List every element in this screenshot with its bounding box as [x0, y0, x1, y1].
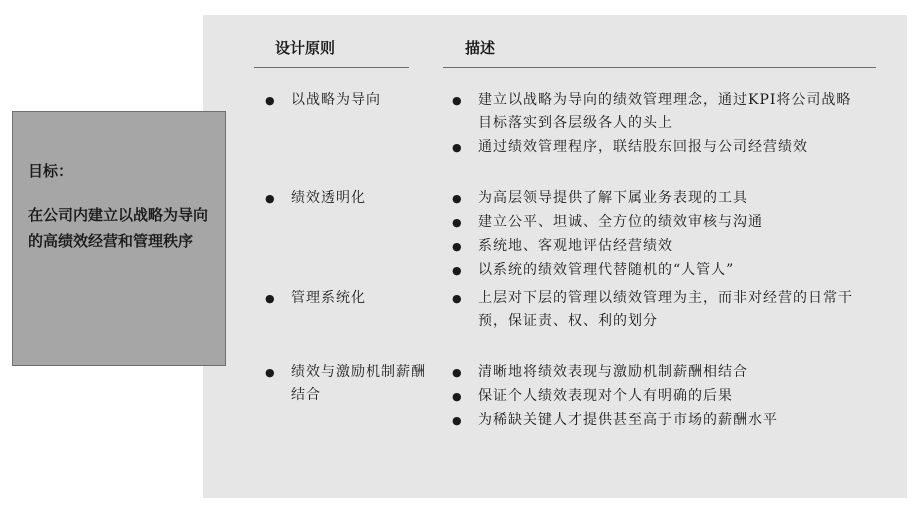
principle-row-3 [265, 287, 441, 310]
desc-text: 以系统的绩效管理代替随机的“人管人” [478, 262, 735, 278]
desc-text: 保证个人绩效表现对个人有明确的后果 [478, 388, 733, 404]
bullet-icon: ● [452, 390, 463, 403]
bullet-icon: ● [452, 264, 463, 277]
bullet-icon: ● [452, 141, 463, 154]
goal-text: 在公司内建立以战略为导向的高绩效经营和管理秩序 [28, 206, 209, 250]
bullet-icon: ● [452, 240, 463, 253]
header-principle-underline [254, 67, 409, 68]
principle-label: 绩效透明化 [291, 190, 366, 206]
principle-row-4 [265, 361, 431, 407]
header-description: 描述 [465, 39, 496, 57]
bullet-icon: ● [265, 292, 275, 305]
desc-text: 系统地、客观地评估经营绩效 [478, 238, 673, 254]
desc-item [452, 361, 857, 384]
desc-text: 建立公平、坦诚、全方位的绩效审核与沟通 [478, 214, 763, 230]
desc-item [452, 235, 857, 258]
goal-title: 目标： [28, 162, 74, 180]
desc-item [452, 136, 857, 159]
bullet-icon: ● [265, 366, 275, 379]
principle-label: 以战略为导向 [291, 92, 381, 108]
bullet-icon: ● [452, 216, 463, 229]
goal-box [12, 111, 226, 366]
bullet-icon: ● [452, 414, 463, 427]
principle-label: 绩效与激励机制薪酬结合 [291, 364, 426, 403]
bullet-icon: ● [265, 94, 275, 107]
desc-text: 清晰地将绩效表现与激励机制薪酬相结合 [478, 364, 748, 380]
desc-text: 建立以战略为导向的绩效管理理念，通过KPI将公司战略目标落实到各层级各人的头上 [478, 92, 852, 131]
bullet-icon: ● [265, 192, 275, 205]
bullet-icon: ● [452, 292, 463, 305]
bullet-icon: ● [452, 94, 463, 107]
desc-text: 上层对下层的管理以绩效管理为主，而非对经营的日常干预，保证责、权、利的划分 [478, 290, 853, 329]
desc-item [452, 259, 857, 282]
bullet-icon: ● [452, 366, 463, 379]
bullet-icon: ● [452, 192, 463, 205]
header-principle: 设计原则 [275, 39, 336, 57]
principle-label: 管理系统化 [291, 290, 366, 306]
desc-text: 为稀缺关键人才提供甚至高于市场的薪酬水平 [478, 412, 778, 428]
header-description-underline [443, 67, 876, 68]
desc-text: 为高层领导提供了解下属业务表现的工具 [478, 190, 748, 206]
desc-item [452, 89, 857, 135]
desc-item [452, 385, 857, 408]
desc-item [452, 409, 857, 432]
desc-item [452, 287, 857, 333]
desc-item [452, 211, 857, 234]
desc-text: 通过绩效管理程序，联结股东回报与公司经营绩效 [478, 139, 808, 155]
desc-item [452, 187, 857, 210]
principle-row-1 [265, 89, 441, 112]
principle-row-2 [265, 187, 441, 210]
